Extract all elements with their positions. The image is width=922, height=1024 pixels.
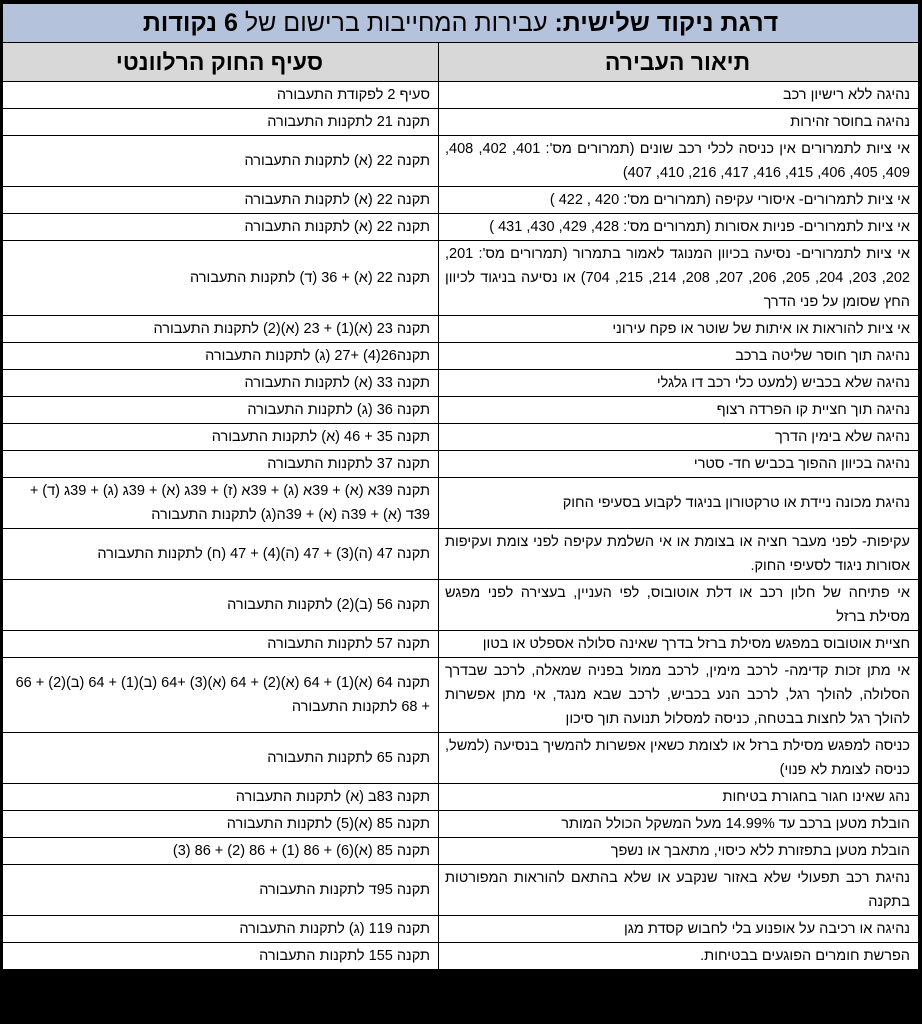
law-section: תקנה 39א (א) + 39א (ג) + 39א (ז) + 39ג (א) + 39ג (ג) + 39ג (ד) + 39ד (א) + 39ה (א) + 39ה(ג) לתקנות התעבורה	[3, 478, 439, 529]
law-section: תקנה 33 (א) לתקנות התעבורה	[3, 370, 439, 397]
law-section: תקנה 35 + 46 (א) לתקנות התעבורה	[3, 424, 439, 451]
law-section: תקנה 83ב (א) לתקנות התעבורה	[3, 784, 439, 811]
table-row	[3, 397, 919, 424]
table-row	[3, 82, 919, 109]
offense-description: הפרשת חומרים הפוגעים בבטיחות.	[439, 943, 919, 970]
law-section: תקנה 119 (ג) לתקנות התעבורה	[3, 916, 439, 943]
law-section: תקנה 155 לתקנות התעבורה	[3, 943, 439, 970]
offense-description: חציית אוטובוס במפגש מסילת ברזל בדרך שאינה סלולה אספלט או בטון	[439, 631, 919, 658]
offense-description: אי ציות להוראות או איתות של שוטר או פקח עירוני	[439, 316, 919, 343]
table-row	[3, 343, 919, 370]
header-description: תיאור העבירה	[439, 43, 919, 82]
offense-description: נהיגה תוך חציית קו הפרדה רצוף	[439, 397, 919, 424]
offense-description: אי מתן זכות קדימה- לרכב מימין, לרכב ממול בפניה שמאלה, לרכב שבדרך הסלולה, להולך רגל, לרכב הנע בכביש, לרכב שבא מנגד, אי מתן אפשרות להולך רגל לחצות בבטחה, כניסה למסלול תנועה תוך סיכון	[439, 658, 919, 733]
offense-description: נהיגת מכונה ניידת או טרקטורון בניגוד לקבוע בסעיפי החוק	[439, 478, 919, 529]
offense-description: נהג שאינו חגור בחגורת בטיחות	[439, 784, 919, 811]
offense-description: נהיגה תוך חוסר שליטה ברכב	[439, 343, 919, 370]
offense-description: נהיגה ללא רישיון רכב	[439, 82, 919, 109]
table-row	[3, 241, 919, 316]
law-section: תקנה 65 לתקנות התעבורה	[3, 733, 439, 784]
table-row	[3, 943, 919, 970]
law-section: תקנה 95ד לתקנות התעבורה	[3, 865, 439, 916]
table-row	[3, 733, 919, 784]
header-law: סעיף החוק הרלוונטי	[3, 43, 439, 82]
offense-description: הובלת מטען בתפזורת ללא כיסוי, מתאבך או נשפך	[439, 838, 919, 865]
law-section: תקנה26(4) +27 (ג) לתקנות התעבורה	[3, 343, 439, 370]
law-section: תקנה 36 (ג) לתקנות התעבורה	[3, 397, 439, 424]
offense-description: נהיגה שלא בכביש (למעט כלי רכב דו גלגלי	[439, 370, 919, 397]
table-row	[3, 109, 919, 136]
offense-description: נהיגה שלא בימין הדרך	[439, 424, 919, 451]
title-row	[3, 4, 919, 43]
offense-description: כניסה למפגש מסילת ברזל או לצומת כשאין אפשרות להמשיך בנסיעה (למשל, כניסה לצומת לא פנוי)	[439, 733, 919, 784]
table-row	[3, 214, 919, 241]
table-row	[3, 658, 919, 733]
table-row	[3, 136, 919, 187]
offense-description: הובלת מטען ברכב עד 14.99% מעל המשקל הכולל המותר	[439, 811, 919, 838]
law-section: תקנה 22 (א) לתקנות התעבורה	[3, 187, 439, 214]
table-row	[3, 631, 919, 658]
table-row	[3, 424, 919, 451]
table-body	[3, 82, 919, 970]
offenses-table	[2, 3, 919, 970]
offense-description: אי ציות לתמרורים אין כניסה לכלי רכב שונים (תמרורים מס': 401, 402, 408, 409, 405, 406, 415, 416, 417, 216, 410, 407)	[439, 136, 919, 187]
offense-description: אי פתיחה של חלון רכב או דלת אוטובוס, לפי העניין, בעצירה לפני מפגש מסילת ברזל	[439, 580, 919, 631]
table-row	[3, 865, 919, 916]
table-row	[3, 478, 919, 529]
law-section: תקנה 22 (א) לתקנות התעבורה	[3, 214, 439, 241]
title-bold-end: 6 נקודות	[142, 8, 238, 37]
offense-description: נהיגת רכב תפעולי שלא באזור שנקבע או שלא בהתאם להוראות המפורטות בתקנה	[439, 865, 919, 916]
offense-description: עקיפות- לפני מעבר חציה או בצומת או אי השלמת עקיפה לפני צומת ועקיפות אסורות ניגוד לסעיפי החוק.	[439, 529, 919, 580]
table-row	[3, 916, 919, 943]
law-section: תקנה 85 (א)(6) + 86 (1) + 86 (2) + 86 (3)	[3, 838, 439, 865]
law-section: תקנה 37 לתקנות התעבורה	[3, 451, 439, 478]
table-row	[3, 811, 919, 838]
law-section: תקנה 64 (א)(1) + 64 (א)(2) + 64 (א)(3) +64 (ב)(1) + 64 (ב)(2) + 66 + 68 לתקנות התעבורה	[3, 658, 439, 733]
table-row	[3, 316, 919, 343]
law-section: תקנה 57 לתקנות התעבורה	[3, 631, 439, 658]
law-section: תקנה 22 (א) לתקנות התעבורה	[3, 136, 439, 187]
offenses-document	[3, 3, 919, 1021]
offense-description: אי ציות לתמרורים- נסיעה בכיוון המנוגד לאמור בתמרור (תמרורים מס': 201, 202, 203, 204, 205, 206, 207, 208, 214, 215, 704) או נסיעה בניגוד לכיוון החץ שסומן על פני הדרך	[439, 241, 919, 316]
page-title	[3, 4, 919, 43]
law-section: סעיף 2 לפקודת התעבורה	[3, 82, 439, 109]
table-row	[3, 451, 919, 478]
offense-description: נהיגה בכיוון ההפוך בכביש חד- סטרי	[439, 451, 919, 478]
offense-description: נהיגה או רכיבה על אופנוע בלי לחבוש קסדת מגן	[439, 916, 919, 943]
law-section: תקנה 21 לתקנות התעבורה	[3, 109, 439, 136]
offense-description: אי ציות לתמרורים- איסורי עקיפה (תמרורים מס': 420 , 422 )	[439, 187, 919, 214]
title-normal: עבירות המחייבות ברישום של	[244, 8, 548, 37]
table-row	[3, 784, 919, 811]
law-section: תקנה 22 (א) + 36 (ד) לתקנות התעבורה	[3, 241, 439, 316]
table-row	[3, 529, 919, 580]
offense-description: אי ציות לתמרורים- פניות אסורות (תמרורים מס': 428, 429, 430, 431 )	[439, 214, 919, 241]
law-section: תקנה 47 (ה)(3) + 47 (ה)(4) + 47 (ח) לתקנות התעבורה	[3, 529, 439, 580]
title-bold: דרגת ניקוד שלישית:	[554, 8, 779, 37]
offense-description: נהיגה בחוסר זהירות	[439, 109, 919, 136]
table-row	[3, 838, 919, 865]
table-row	[3, 580, 919, 631]
law-section: תקנה 23 (א)(1) + 23 (א)(2) לתקנות התעבורה	[3, 316, 439, 343]
table-row	[3, 187, 919, 214]
table-row	[3, 370, 919, 397]
law-section: תקנה 56 (ב)(2) לתקנות התעבורה	[3, 580, 439, 631]
header-row	[3, 43, 919, 82]
law-section: תקנה 85 (א)(5) לתקנות התעבורה	[3, 811, 439, 838]
